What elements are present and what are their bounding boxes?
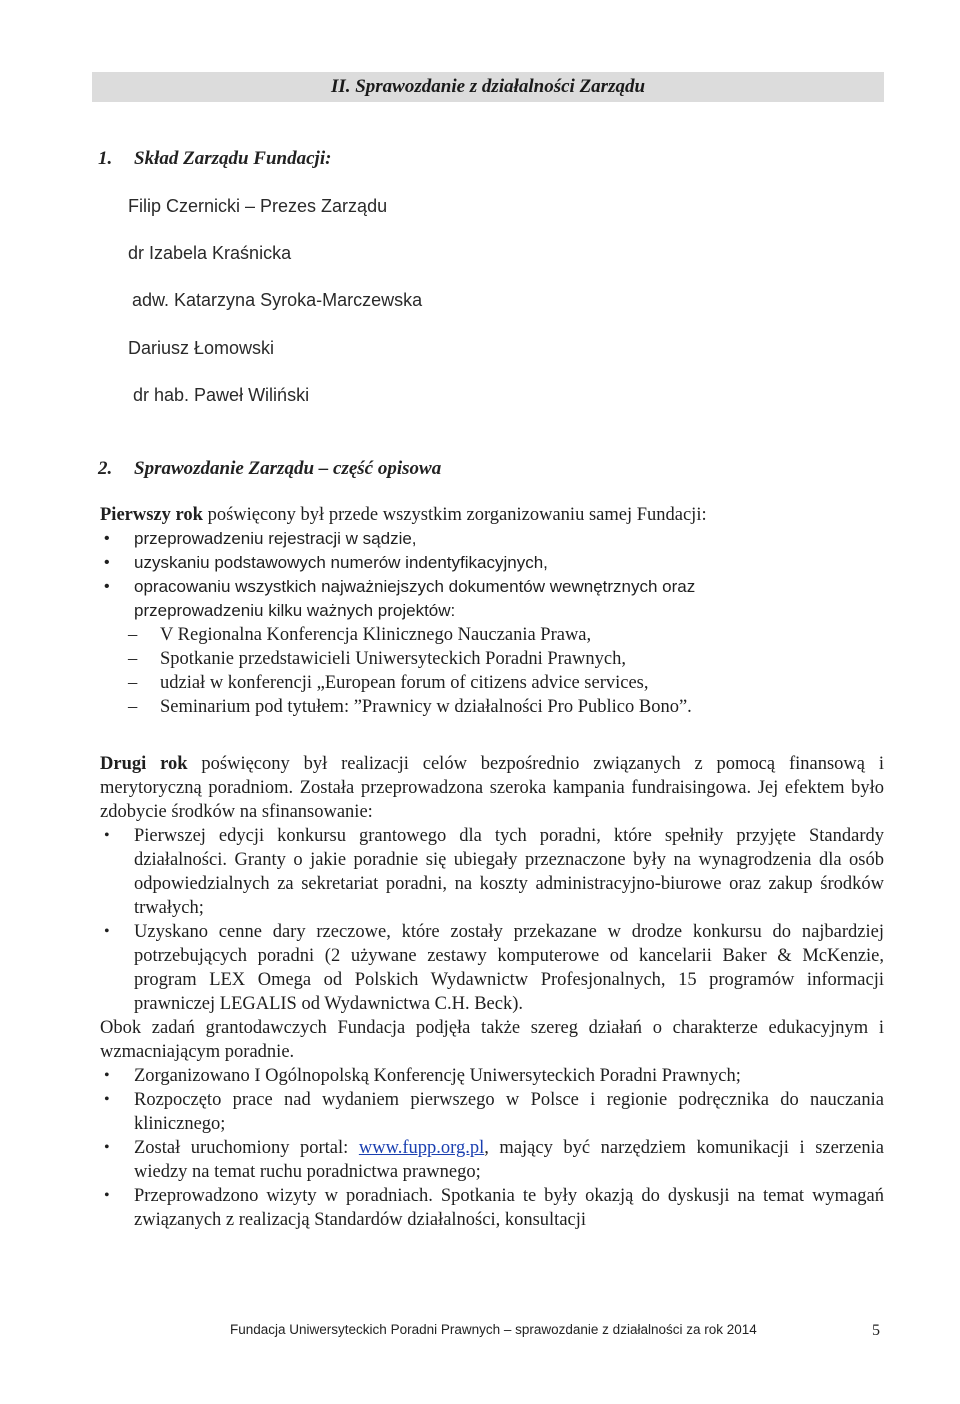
list-item bbox=[100, 1136, 884, 1184]
year2-section bbox=[100, 752, 884, 1232]
list-item-text: Zorganizowano I Ogólnopolską Konferencję Uniwersyteckich Poradni Prawnych; bbox=[134, 1066, 741, 1086]
bullet-icon: • bbox=[104, 1139, 110, 1156]
list-item bbox=[100, 1064, 884, 1088]
portal-link[interactable]: www.fupp.org.pl bbox=[358, 1138, 485, 1158]
year1-lead-text: poświęcony był przede wszystkim zorganizowaniu samej Fundacji: bbox=[202, 505, 707, 525]
page-footer: Fundacja Uniwersyteckich Poradni Prawnych – sprawozdanie z działalności za rok 2014 bbox=[230, 1322, 757, 1337]
list-item bbox=[100, 527, 884, 551]
heading-descriptive-report bbox=[98, 458, 441, 480]
year2-lead-text: poświęcony był realizacji celów bezpośrednio związanych z pomocą finansową i merytoryczną poradniom. Została przeprowadzona szeroka kampania fundraisingowa. Jej efektem było zdobycie środków na sfinansowanie: bbox=[100, 754, 884, 822]
year1-project-list bbox=[100, 623, 884, 719]
year1-section bbox=[100, 503, 884, 719]
bullet-icon: • bbox=[104, 578, 110, 595]
page-number: 5 bbox=[872, 1322, 880, 1339]
section-title: II. Sprawozdanie z działalności Zarządu bbox=[92, 72, 884, 102]
year1-lead bbox=[100, 503, 884, 527]
heading-number: 1. bbox=[98, 148, 113, 169]
bullet-icon: • bbox=[104, 1067, 110, 1084]
dash-icon: – bbox=[128, 697, 138, 717]
list-item bbox=[100, 920, 884, 1016]
list-item-text: przeprowadzeniu rejestracji w sądzie, bbox=[134, 529, 417, 548]
board-member: adw. Katarzyna Syroka-Marczewska bbox=[132, 290, 423, 310]
list-item-text: V Regionalna Konferencja Klinicznego Nauczania Prawa, bbox=[160, 625, 592, 645]
bullet-icon: • bbox=[104, 1187, 110, 1204]
board-member: dr hab. Paweł Wiliński bbox=[133, 385, 310, 405]
list-item bbox=[100, 1088, 884, 1136]
bullet-icon: • bbox=[104, 923, 110, 940]
list-item-text: opracowaniu wszystkich najważniejszych dokumentów wewnętrznych oraz przeprowadzeniu kilku ważnych projektów: bbox=[134, 577, 696, 620]
year2-bullet-list bbox=[100, 824, 884, 1016]
list-item bbox=[100, 1184, 884, 1232]
list-item-text: Seminarium pod tytułem: ”Prawnicy w działalności Pro Publico Bono”. bbox=[160, 697, 692, 717]
list-item-text: Przeprowadzono wizyty w poradniach. Spotkania te były okazją do dyskusji na temat wymagań związanych z realizacją Standardów działalności, konsultacji bbox=[134, 1186, 884, 1230]
list-item-text: Pierwszej edycji konkursu grantowego dla tych poradni, które spełniły przyjęte Standardy działalności. Granty o jakie poradnie się ubiegały przeznaczone były na wynagrodzenia dla osób odpowiedzialnych za sekretariat poradni, na koszty administracyjno-biurowe oraz zakup środków trwałych; bbox=[134, 826, 884, 918]
year2-lead-bold: Drugi rok bbox=[100, 754, 188, 774]
year1-lead-bold: Pierwszy rok bbox=[100, 505, 203, 525]
bullet-icon: • bbox=[104, 827, 110, 844]
additional-activities-list bbox=[100, 1064, 884, 1232]
dash-icon: – bbox=[128, 649, 138, 669]
board-member: dr Izabela Kraśnicka bbox=[128, 243, 292, 263]
heading-title: Sprawozdanie Zarządu – część opisowa bbox=[134, 458, 442, 479]
list-item-text: Spotkanie przedstawicieli Uniwersyteckich Poradni Prawnych, bbox=[160, 649, 626, 669]
list-item bbox=[100, 623, 884, 647]
list-item bbox=[100, 551, 884, 575]
year1-bullet-list bbox=[100, 527, 884, 623]
list-item bbox=[100, 647, 884, 671]
list-item-text: Uzyskano cenne dary rzeczowe, które zostały przekazane w drodze konkursu do najbardziej potrzebujących poradni (2 używane zestawy komputerowe od kancelarii Baker & McKenzie, program LEX Omega od Polskich Wydawnictw Profesjonalnych, 15 programów informacji prawniczej LEGALIS od Wydawnictwa C.H. Beck). bbox=[134, 922, 884, 1014]
dash-icon: – bbox=[128, 625, 138, 645]
list-item bbox=[100, 671, 884, 695]
heading-board-composition bbox=[98, 148, 331, 170]
dash-icon: – bbox=[128, 673, 138, 693]
list-item-text: Rozpoczęto prace nad wydaniem pierwszego w Polsce i regionie podręcznika do nauczania klinicznego; bbox=[134, 1090, 884, 1134]
bullet-icon: • bbox=[104, 1091, 110, 1108]
bullet-icon: • bbox=[104, 530, 110, 547]
list-item-text: , mający być narzędziem komunikacji i szerzenia wiedzy na temat ruchu poradnictwa prawnego; bbox=[134, 1138, 884, 1182]
list-item bbox=[100, 824, 884, 920]
heading-title: Skład Zarządu Fundacji: bbox=[134, 148, 332, 169]
heading-number: 2. bbox=[98, 458, 113, 479]
list-item bbox=[100, 575, 734, 623]
bullet-icon: • bbox=[104, 554, 110, 571]
board-member: Filip Czernicki – Prezes Zarządu bbox=[128, 196, 388, 216]
list-item-text: uzyskaniu podstawowych numerów indentyfikacyjnych, bbox=[134, 553, 548, 572]
board-member: Dariusz Łomowski bbox=[128, 338, 275, 358]
additional-activities-intro: Obok zadań grantodawczych Fundacja podjęła także szereg działań o charakterze edukacyjnym i wzmacniającym poradnie. bbox=[100, 1018, 884, 1062]
year2-lead bbox=[100, 752, 884, 824]
list-item-text: Został uruchomiony portal: bbox=[134, 1138, 359, 1158]
list-item-text: udział w konferencji „European forum of citizens advice services, bbox=[160, 673, 649, 693]
list-item bbox=[100, 695, 884, 719]
